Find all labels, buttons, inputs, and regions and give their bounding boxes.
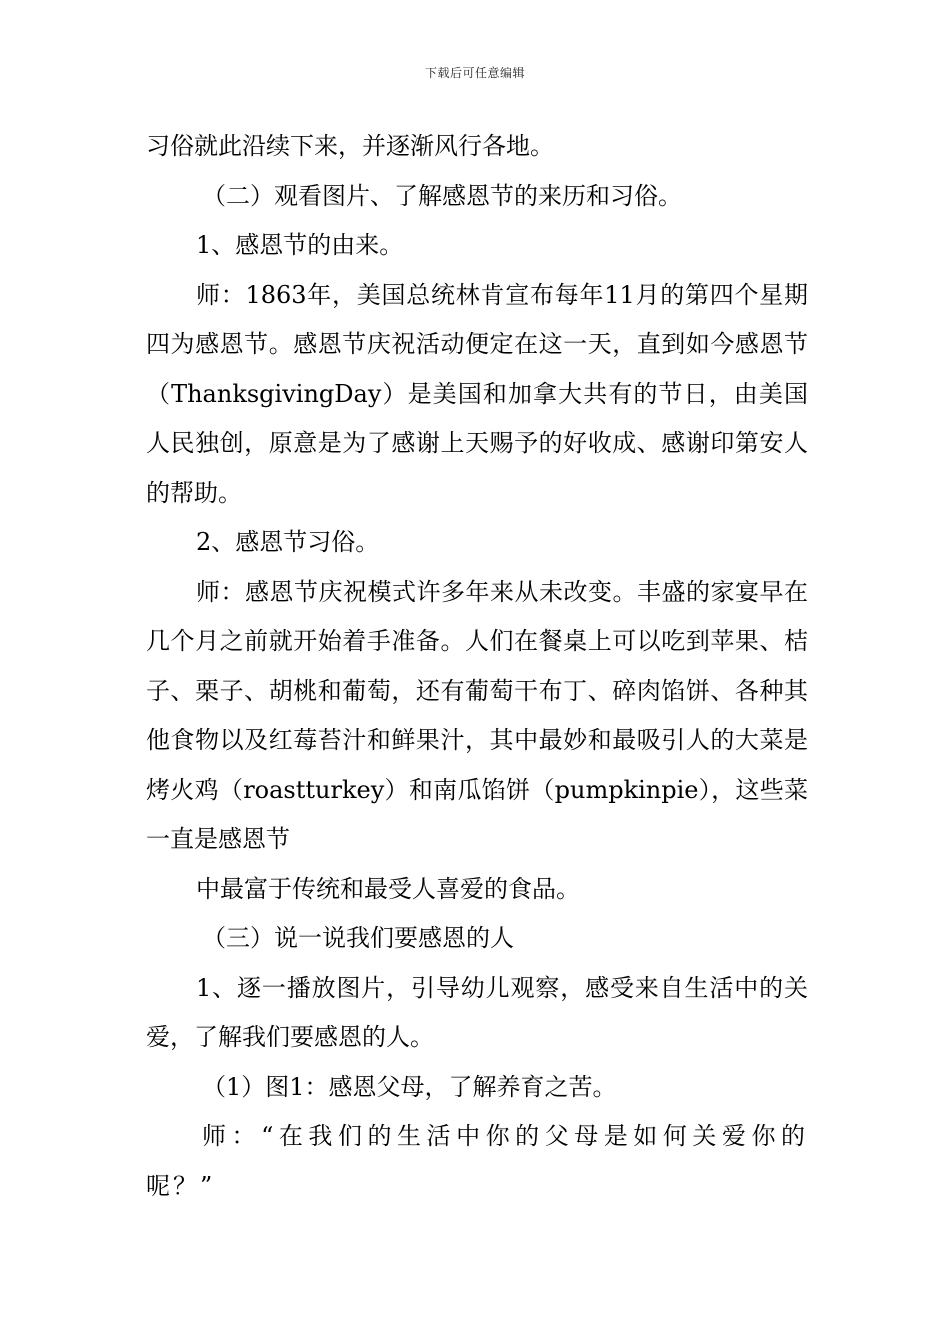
paragraph-origin: 师：1863年，美国总统林肯宣布每年11月的第四个星期四为感恩节。感恩节庆祝活动便定在这一天，直到如今感恩节（ThanksgivingDay）是美国和加拿大共有的节日，由美国人民独创，原意是为了感谢上天赐予的好收成、感谢印第安人的帮助。 [146, 280, 808, 507]
subheading-origin: 1、感恩节的由来。 [196, 231, 404, 259]
subheading-customs: 2、感恩节习俗。 [196, 528, 380, 556]
page-header: 下载后可任意编辑 [424, 66, 525, 80]
paragraph-picture-1: （1）图1：感恩父母，了解养育之苦。 [202, 1072, 617, 1101]
paragraph-activity-1: 1、逐一播放图片，引导幼儿观察，感受来自生活中的关爱，了解我们要感恩的人。 [146, 973, 808, 1051]
section-heading-2: （二）观看图片、了解感恩节的来历和习俗。 [202, 181, 682, 210]
paragraph-customs-continued: 习俗就此沿续下来，并逐渐风行各地。 [146, 132, 554, 160]
document-body [146, 122, 808, 1211]
paragraph-customs: 师：感恩节庆祝模式许多年来从未改变。丰盛的家宴早在几个月之前就开始着手准备。人们在餐桌上可以吃到苹果、桔子、栗子、胡桃和葡萄，还有葡萄干布丁、碎肉馅饼、各种其他食物以及红莓苔汁和鲜果汁，其中最妙和最吸引人的大菜是烤火鸡（roastturkey）和南瓜馅饼（pumpkinpie），这些菜一直是感恩节 [146, 577, 808, 853]
paragraph-teacher-question: 师：“在我们的生活中你的父母是如何关爱你的呢？” [146, 1122, 808, 1200]
paragraph-customs-end: 中最富于传统和最受人喜爱的食品。 [196, 874, 580, 903]
section-heading-3: （三）说一说我们要感恩的人 [202, 924, 514, 952]
